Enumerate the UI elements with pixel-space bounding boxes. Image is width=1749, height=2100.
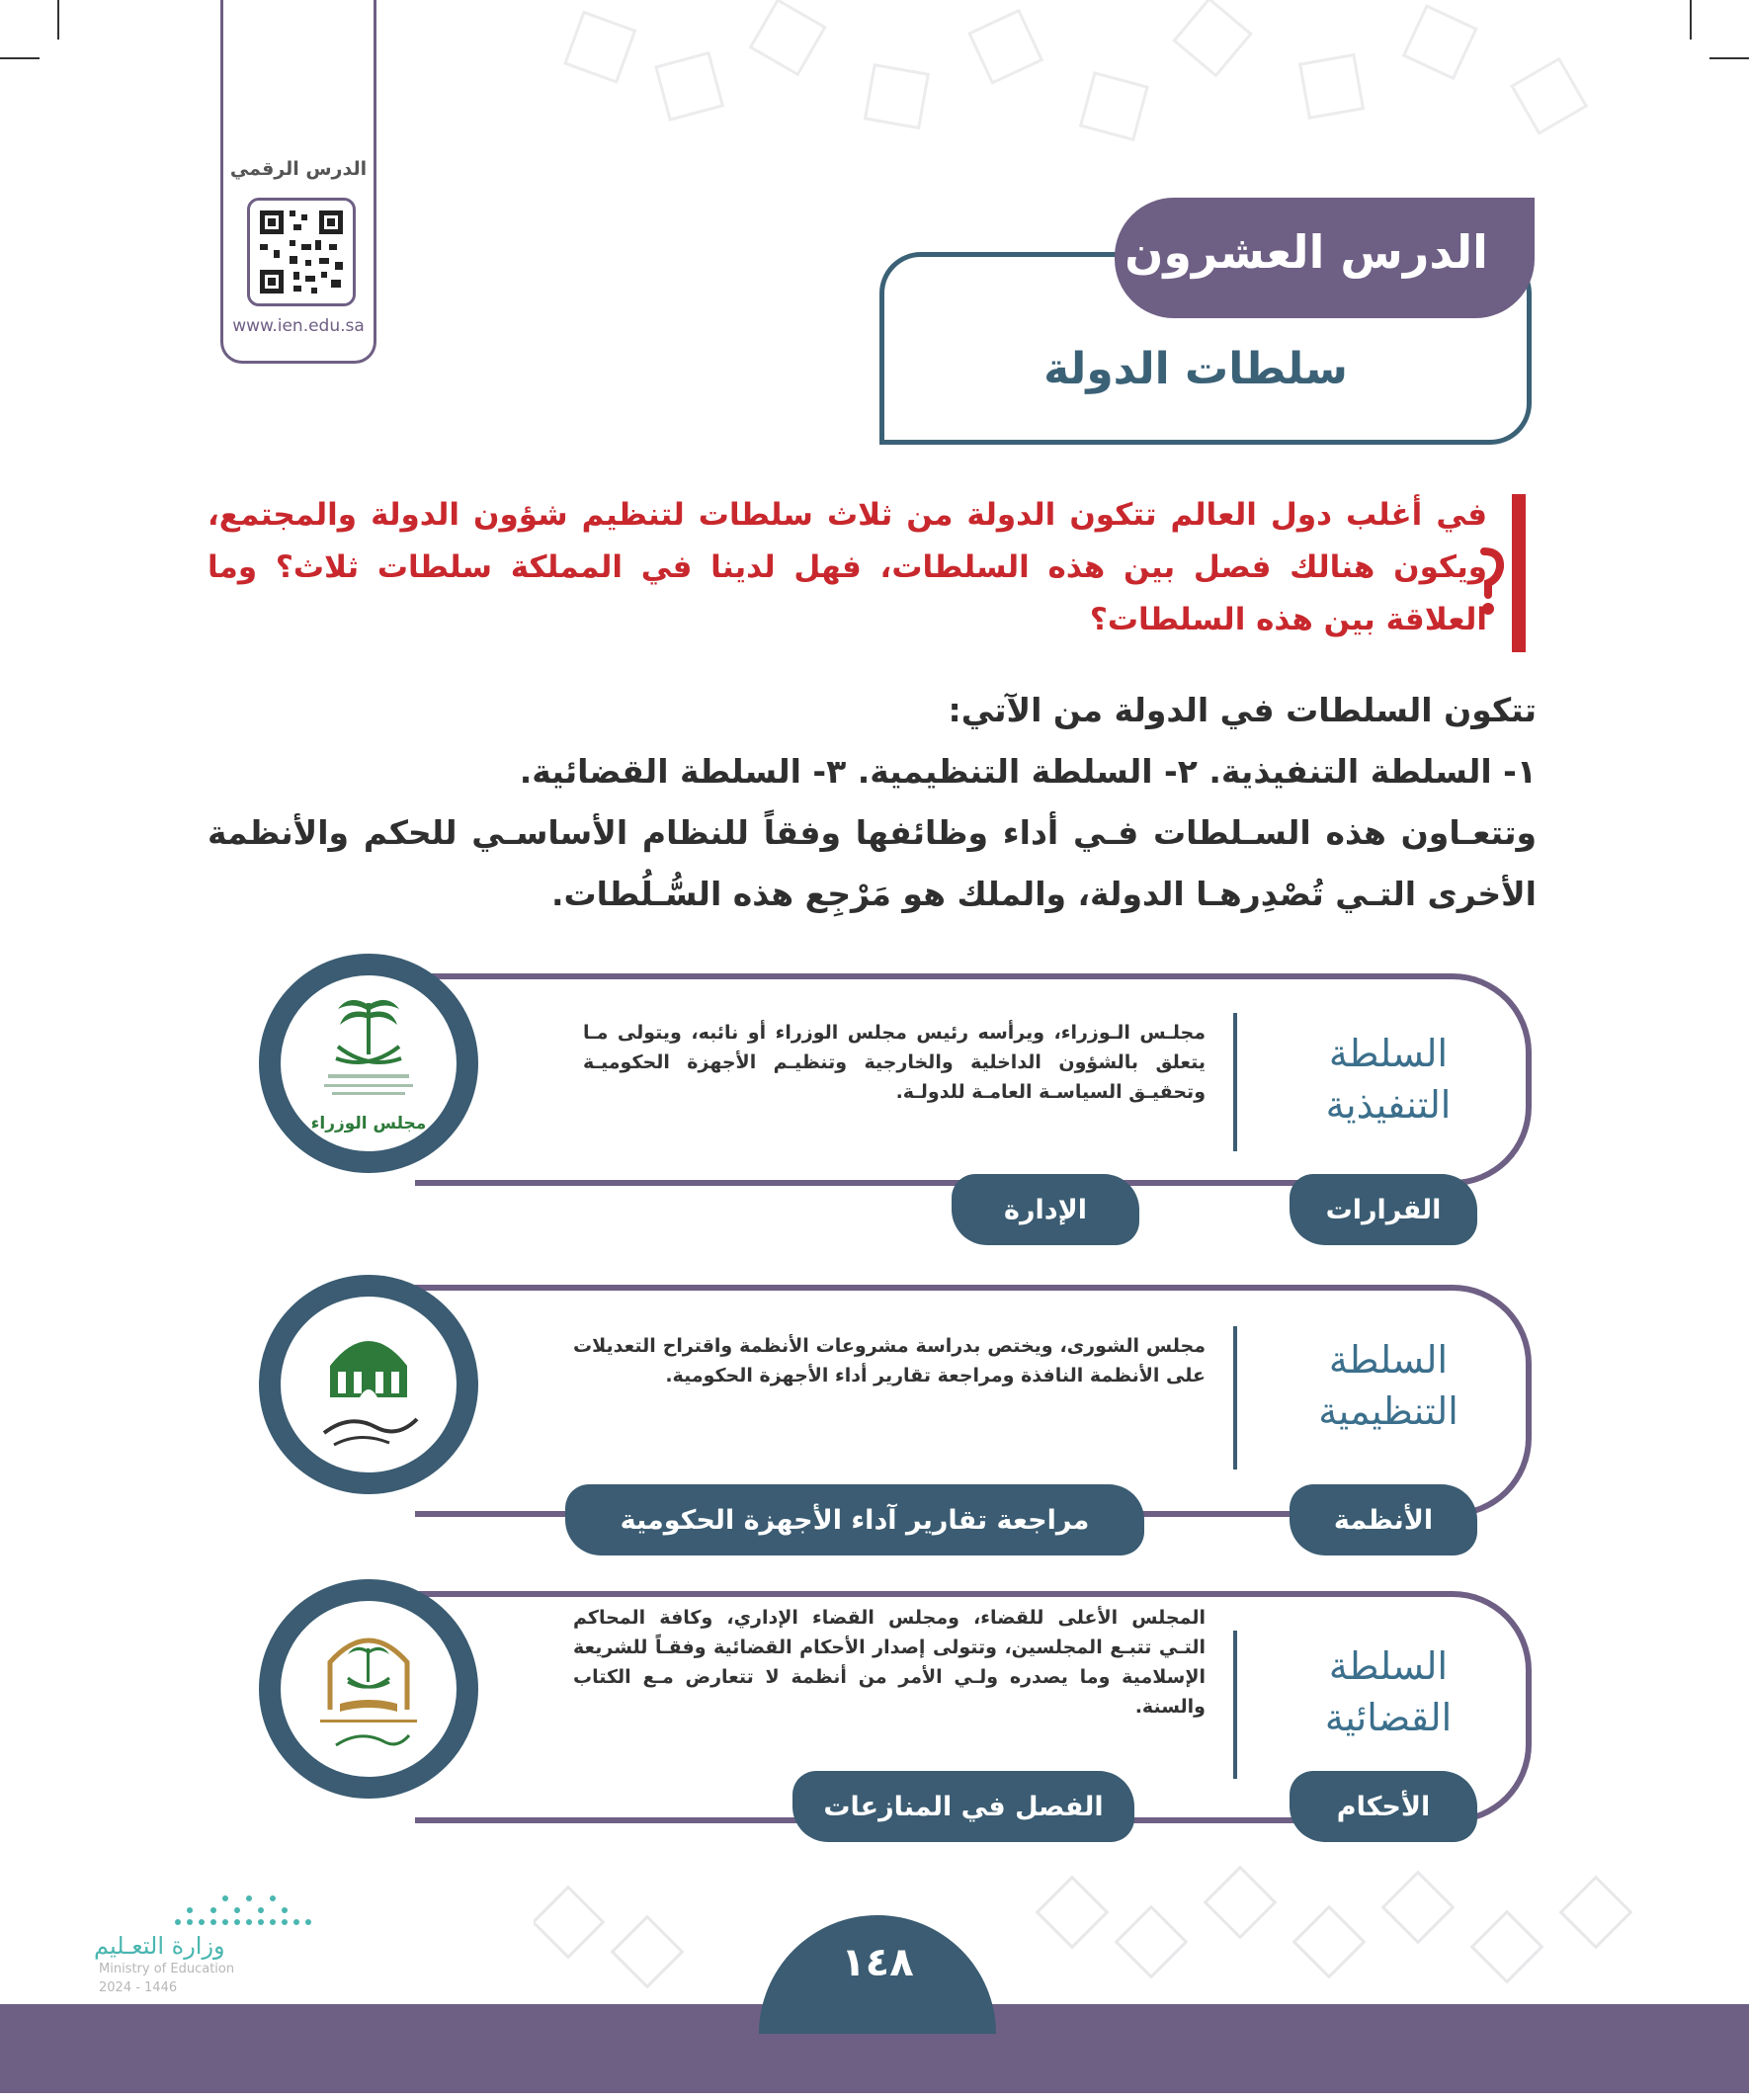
ministry-name: وزارة التعـليم (94, 1932, 225, 1960)
legislative-divider (1233, 1326, 1237, 1470)
intro-list: ١- السلطة التنفيذية. ٢- السلطة التنظيمية. ٣- السلطة القضائية. (519, 752, 1537, 791)
legislative-pill-review-reports: مراجعة تقارير آداء الأجهزة الحكومية (565, 1484, 1144, 1555)
executive-power-name (1285, 1028, 1492, 1131)
lesson-title: سلطات الدولة (1043, 344, 1348, 394)
power-name-line: السلطة (1328, 1032, 1449, 1075)
intro-paragraph: وتتعـاون هذه السـلطات فـي أداء وظائفها وفقاً للنظام الأساسـي للحكم والأنظمة الأخرى التـي تُصْدِرهـا الدولة، والملك هو مَرْجِع هذه السُّـلُطات. (208, 813, 1537, 913)
intro-lead: تتكون السلطات في الدولة من الآتي: (948, 691, 1537, 729)
edition-year: 2024 - 1446 (99, 1980, 178, 1995)
crop-mark (0, 57, 40, 59)
power-name-line: السلطة (1328, 1338, 1449, 1382)
ministry-name-en: Ministry of Education (99, 1962, 235, 1976)
judicial-divider (1233, 1631, 1237, 1779)
qr-code[interactable] (247, 198, 356, 306)
digital-lesson-label: الدرس الرقمي (229, 158, 368, 180)
judicial-description: المجلس الأعلى للقضاء، ومجلس القضاء الإداري، وكافة المحاكم التـي تتبـع المجلسين، وتتولى إصدار الأحكام القضائية وفقـاً للشريعة الإسلامية وما يصدره ولـي الأمر من أنظمة لا تتعارض مـع الكتاب والسنة. (573, 1607, 1206, 1718)
digital-lesson-card[interactable] (220, 0, 376, 364)
background-pattern (553, 0, 1690, 198)
executive-pill-administration: الإدارة (952, 1174, 1139, 1245)
legislative-logo-circle (259, 1275, 478, 1494)
legislative-power-name (1285, 1334, 1492, 1437)
executive-logo-circle (259, 954, 478, 1173)
executive-description: مجلـس الـوزراء، ويرأسه رئيس مجلس الوزراء أو نائبه، ويتولى مـا يتعلق بالشؤون الداخلية والخارجية وتنظيـم الأجهزة الحكوميـة وتحقيـق السياسـة العامـة للدولـة. (583, 1022, 1206, 1103)
judicial-pill-dispute-resolution: الفصل في المنازعات (792, 1771, 1134, 1842)
shura-council-emblem-icon (281, 1297, 457, 1472)
crop-mark (1690, 0, 1692, 40)
ministry-logo-icon (168, 1892, 326, 1932)
judicial-council-emblem-icon (281, 1601, 457, 1777)
digital-lesson-url[interactable]: www.ien.edu.sa (232, 316, 365, 336)
executive-divider (1233, 1013, 1237, 1151)
lesson-number: الدرس العشرون (1124, 225, 1488, 279)
page-number: ١٤٨ (841, 1940, 914, 1985)
question-bar (1512, 494, 1526, 652)
executive-logo-caption: مجلس الوزراء (310, 1114, 427, 1134)
question-text: في أغلب دول العالم تتكون الدولة من ثلاث سلطات لتنظيم شؤون الدولة والمجتمع، ويكون هنالك فصل بين هذه السلطات، فهل لدينا في المملكة سلطات ثلاث؟ وما العلاقة بين هذه السلطات؟ (208, 497, 1487, 637)
power-name-line: التنظيمية (1318, 1389, 1458, 1433)
power-name-line: التنفيذية (1325, 1083, 1452, 1127)
legislative-description: مجلس الشورى، ويختص بدراسة مشروعات الأنظمة واقتراح التعديلات على الأنظمة النافذة ومراجعة تقارير أداء الأجهزة الحكومية. (573, 1335, 1206, 1386)
crop-mark (57, 0, 59, 40)
judicial-logo-circle (259, 1579, 478, 1799)
executive-pill-decisions: القرارات (1290, 1174, 1477, 1245)
footer-pattern (534, 1858, 1690, 2006)
judicial-pill-rulings: الأحكام (1290, 1771, 1477, 1842)
crop-mark (1709, 57, 1749, 59)
judicial-power-name (1285, 1640, 1492, 1743)
power-name-line: السلطة (1328, 1644, 1449, 1688)
legislative-pill-regulations: الأنظمة (1290, 1484, 1477, 1555)
power-name-line: القضائية (1324, 1696, 1453, 1739)
